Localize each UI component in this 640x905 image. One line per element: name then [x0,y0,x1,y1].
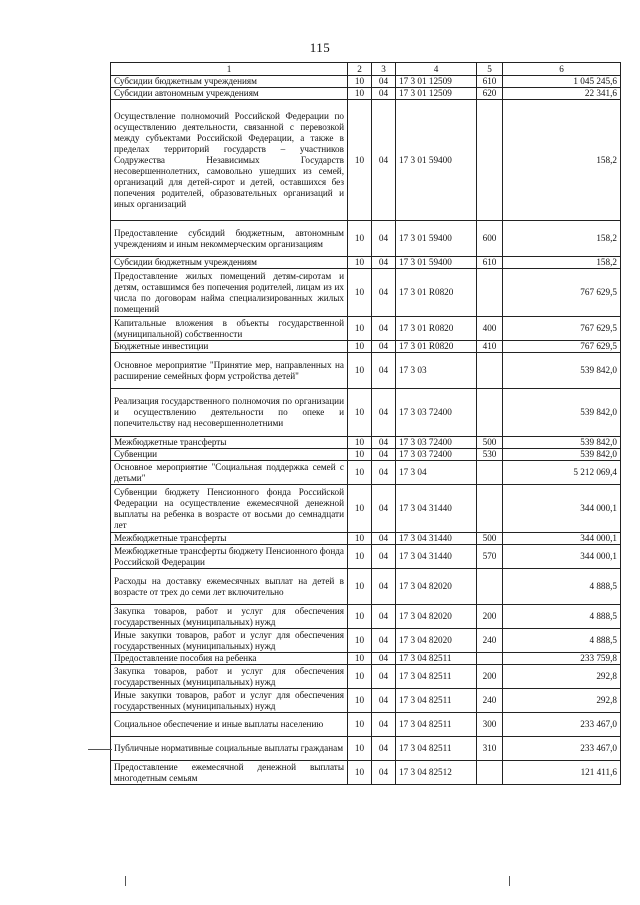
row-code-2-cell: 10 [348,485,372,533]
row-name-cell: Межбюджетные трансферты бюджету Пенсионного фонда Российской Федерации [111,545,348,569]
table-row [111,737,621,761]
table-row [111,269,621,317]
row-expense-type-cell: 610 [477,76,503,88]
table-row [111,449,621,461]
row-expense-type-cell: 410 [477,341,503,353]
row-code-3-cell: 04 [372,88,396,100]
row-code-3-cell: 04 [372,569,396,605]
row-target-code-cell: 17 3 03 72400 [396,437,477,449]
row-name-cell: Реализация государственного полномочия по организации и осуществлению деятельности по опеке и попечительству над несовершеннолетними [111,389,348,437]
row-target-code-cell: 17 3 03 72400 [396,389,477,437]
row-target-code-cell: 17 3 04 82020 [396,569,477,605]
row-amount-cell: 292,8 [503,689,621,713]
row-amount-cell: 767 629,5 [503,317,621,341]
table-row [111,100,621,221]
row-code-3-cell: 04 [372,389,396,437]
row-expense-type-cell [477,353,503,389]
table-row [111,341,621,353]
row-amount-cell: 344 000,1 [503,533,621,545]
row-code-3-cell: 04 [372,437,396,449]
table-row [111,533,621,545]
table-row [111,257,621,269]
row-name-cell: Бюджетные инвестиции [111,341,348,353]
table-row [111,605,621,629]
row-code-2-cell: 10 [348,713,372,737]
row-code-2-cell: 10 [348,341,372,353]
row-expense-type-cell: 610 [477,257,503,269]
row-code-2-cell: 10 [348,461,372,485]
row-code-3-cell: 04 [372,737,396,761]
row-expense-type-cell [477,569,503,605]
row-name-cell: Предоставление жилых помещений детям-сиротам и детям, оставшимся без попечения родителей, лицам из их числа по договорам найма специализированных жилых помещений [111,269,348,317]
row-amount-cell: 767 629,5 [503,341,621,353]
table-row [111,713,621,737]
row-code-2-cell: 10 [348,569,372,605]
row-target-code-cell: 17 3 01 59400 [396,221,477,257]
table-row [111,761,621,785]
row-expense-type-cell: 240 [477,629,503,653]
table-row [111,461,621,485]
row-name-cell: Основное мероприятие "Социальная поддержка семей с детьми" [111,461,348,485]
row-target-code-cell: 17 3 03 72400 [396,449,477,461]
row-expense-type-cell [477,389,503,437]
row-code-3-cell: 04 [372,605,396,629]
row-target-code-cell: 17 3 04 31440 [396,545,477,569]
row-code-3-cell: 04 [372,76,396,88]
scan-artifact [88,749,112,750]
table-row [111,437,621,449]
row-code-2-cell: 10 [348,88,372,100]
row-target-code-cell: 17 3 04 82511 [396,653,477,665]
row-target-code-cell: 17 3 01 R0820 [396,269,477,317]
row-name-cell: Расходы на доставку ежемесячных выплат на детей в возрасте от трех до семи лет включительно [111,569,348,605]
row-name-cell: Предоставление пособия на ребенка [111,653,348,665]
row-amount-cell: 539 842,0 [503,353,621,389]
row-name-cell: Осуществление полномочий Российской Федерации по осуществлению деятельности, связанной с перевозкой между субъектами Российской Федерации, а также в пределах территорий государств – участников Содружества Независимых Государств несовершеннолетних, самовольно ушедших из семей, организаций для детей-сирот и детей, оставшихся без попечения родителей, образовательных организаций и иных организаций [111,100,348,221]
row-target-code-cell: 17 3 04 [396,461,477,485]
column-header: 1 [111,63,348,76]
row-expense-type-cell [477,485,503,533]
column-header: 2 [348,63,372,76]
row-code-3-cell: 04 [372,533,396,545]
row-code-3-cell: 04 [372,485,396,533]
row-amount-cell: 233 467,0 [503,713,621,737]
row-target-code-cell: 17 3 01 59400 [396,100,477,221]
row-target-code-cell: 17 3 04 82020 [396,629,477,653]
row-code-3-cell: 04 [372,665,396,689]
row-name-cell: Субсидии автономным учреждениям [111,88,348,100]
row-code-2-cell: 10 [348,533,372,545]
row-expense-type-cell [477,653,503,665]
row-target-code-cell: 17 3 04 82511 [396,713,477,737]
row-amount-cell: 158,2 [503,257,621,269]
scan-artifact [509,876,510,886]
row-target-code-cell: 17 3 01 12509 [396,88,477,100]
row-code-3-cell: 04 [372,545,396,569]
row-target-code-cell: 17 3 04 31440 [396,485,477,533]
budget-table [110,62,621,785]
row-amount-cell: 158,2 [503,221,621,257]
table-row [111,88,621,100]
row-amount-cell: 233 759,8 [503,653,621,665]
row-code-3-cell: 04 [372,257,396,269]
table-row [111,569,621,605]
row-code-3-cell: 04 [372,269,396,317]
row-code-2-cell: 10 [348,389,372,437]
row-code-3-cell: 04 [372,713,396,737]
row-name-cell: Субвенции [111,449,348,461]
row-amount-cell: 1 045 245,6 [503,76,621,88]
row-code-2-cell: 10 [348,269,372,317]
row-target-code-cell: 17 3 01 59400 [396,257,477,269]
row-expense-type-cell: 600 [477,221,503,257]
row-name-cell: Публичные нормативные социальные выплаты гражданам [111,737,348,761]
row-expense-type-cell [477,461,503,485]
row-amount-cell: 121 411,6 [503,761,621,785]
row-code-3-cell: 04 [372,449,396,461]
row-name-cell: Социальное обеспечение и иные выплаты населению [111,713,348,737]
column-header: 5 [477,63,503,76]
row-name-cell: Закупка товаров, работ и услуг для обеспечения государственных (муниципальных) нужд [111,665,348,689]
row-code-2-cell: 10 [348,437,372,449]
row-code-2-cell: 10 [348,257,372,269]
row-target-code-cell: 17 3 04 82020 [396,605,477,629]
row-expense-type-cell [477,761,503,785]
table-header-row [111,63,621,76]
row-amount-cell: 158,2 [503,100,621,221]
row-amount-cell: 344 000,1 [503,485,621,533]
table-row [111,317,621,341]
row-expense-type-cell: 400 [477,317,503,341]
table-row [111,353,621,389]
scan-artifact [125,876,126,886]
row-code-2-cell: 10 [348,629,372,653]
row-target-code-cell: 17 3 04 82511 [396,665,477,689]
row-amount-cell: 5 212 069,4 [503,461,621,485]
row-expense-type-cell [477,100,503,221]
row-amount-cell: 22 341,6 [503,88,621,100]
row-amount-cell: 4 888,5 [503,569,621,605]
row-target-code-cell: 17 3 01 R0820 [396,341,477,353]
row-code-3-cell: 04 [372,689,396,713]
row-code-3-cell: 04 [372,341,396,353]
row-expense-type-cell: 500 [477,533,503,545]
column-header: 6 [503,63,621,76]
row-expense-type-cell: 310 [477,737,503,761]
row-name-cell: Межбюджетные трансферты [111,533,348,545]
row-code-2-cell: 10 [348,653,372,665]
row-name-cell: Иные закупки товаров, работ и услуг для обеспечения государственных (муниципальных) нужд [111,629,348,653]
row-name-cell: Субсидии бюджетным учреждениям [111,257,348,269]
row-code-2-cell: 10 [348,221,372,257]
row-code-2-cell: 10 [348,665,372,689]
row-code-2-cell: 10 [348,76,372,88]
row-code-2-cell: 10 [348,317,372,341]
column-header: 4 [396,63,477,76]
row-name-cell: Субсидии бюджетным учреждениям [111,76,348,88]
row-amount-cell: 233 467,0 [503,737,621,761]
row-expense-type-cell: 240 [477,689,503,713]
row-amount-cell: 4 888,5 [503,629,621,653]
row-name-cell: Иные закупки товаров, работ и услуг для обеспечения государственных (муниципальных) нужд [111,689,348,713]
row-target-code-cell: 17 3 01 12509 [396,76,477,88]
row-expense-type-cell: 200 [477,605,503,629]
row-amount-cell: 539 842,0 [503,449,621,461]
row-amount-cell: 539 842,0 [503,437,621,449]
row-target-code-cell: 17 3 04 31440 [396,533,477,545]
row-code-2-cell: 10 [348,689,372,713]
row-name-cell: Предоставление субсидий бюджетным, автономным учреждениям и иным некоммерческим организациям [111,221,348,257]
row-code-3-cell: 04 [372,653,396,665]
row-code-2-cell: 10 [348,100,372,221]
row-code-3-cell: 04 [372,761,396,785]
row-code-2-cell: 10 [348,545,372,569]
row-expense-type-cell: 300 [477,713,503,737]
table-row [111,389,621,437]
row-code-2-cell: 10 [348,353,372,389]
row-code-2-cell: 10 [348,761,372,785]
row-code-2-cell: 10 [348,449,372,461]
row-expense-type-cell: 620 [477,88,503,100]
row-target-code-cell: 17 3 04 82511 [396,689,477,713]
table-row [111,485,621,533]
row-name-cell: Основное мероприятие "Принятие мер, направленных на расширение семейных форм устройства детей" [111,353,348,389]
row-target-code-cell: 17 3 04 82511 [396,737,477,761]
row-code-2-cell: 10 [348,605,372,629]
table-row [111,629,621,653]
page-number: 115 [309,40,331,55]
row-code-3-cell: 04 [372,629,396,653]
row-code-3-cell: 04 [372,353,396,389]
row-code-3-cell: 04 [372,221,396,257]
row-amount-cell: 292,8 [503,665,621,689]
row-code-3-cell: 04 [372,100,396,221]
table-row [111,653,621,665]
row-expense-type-cell: 570 [477,545,503,569]
row-amount-cell: 767 629,5 [503,269,621,317]
table-row [111,221,621,257]
row-amount-cell: 4 888,5 [503,605,621,629]
table-row [111,76,621,88]
row-name-cell: Капитальные вложения в объекты государственной (муниципальной) собственности [111,317,348,341]
row-code-2-cell: 10 [348,737,372,761]
row-target-code-cell: 17 3 03 [396,353,477,389]
row-amount-cell: 344 000,1 [503,545,621,569]
row-expense-type-cell: 200 [477,665,503,689]
table-row [111,665,621,689]
row-code-3-cell: 04 [372,461,396,485]
row-name-cell: Закупка товаров, работ и услуг для обеспечения государственных (муниципальных) нужд [111,605,348,629]
row-expense-type-cell: 530 [477,449,503,461]
row-name-cell: Межбюджетные трансферты [111,437,348,449]
table-row [111,545,621,569]
row-target-code-cell: 17 3 04 82512 [396,761,477,785]
row-name-cell: Предоставление ежемесячной денежной выплаты многодетным семьям [111,761,348,785]
row-code-3-cell: 04 [372,317,396,341]
row-target-code-cell: 17 3 01 R0820 [396,317,477,341]
row-amount-cell: 539 842,0 [503,389,621,437]
table-row [111,689,621,713]
row-expense-type-cell [477,269,503,317]
row-name-cell: Субвенции бюджету Пенсионного фонда Российской Федерации на осуществление ежемесячной денежной выплаты на ребенка в возрасте от восьми до семнадцати лет [111,485,348,533]
row-expense-type-cell: 500 [477,437,503,449]
column-header: 3 [372,63,396,76]
